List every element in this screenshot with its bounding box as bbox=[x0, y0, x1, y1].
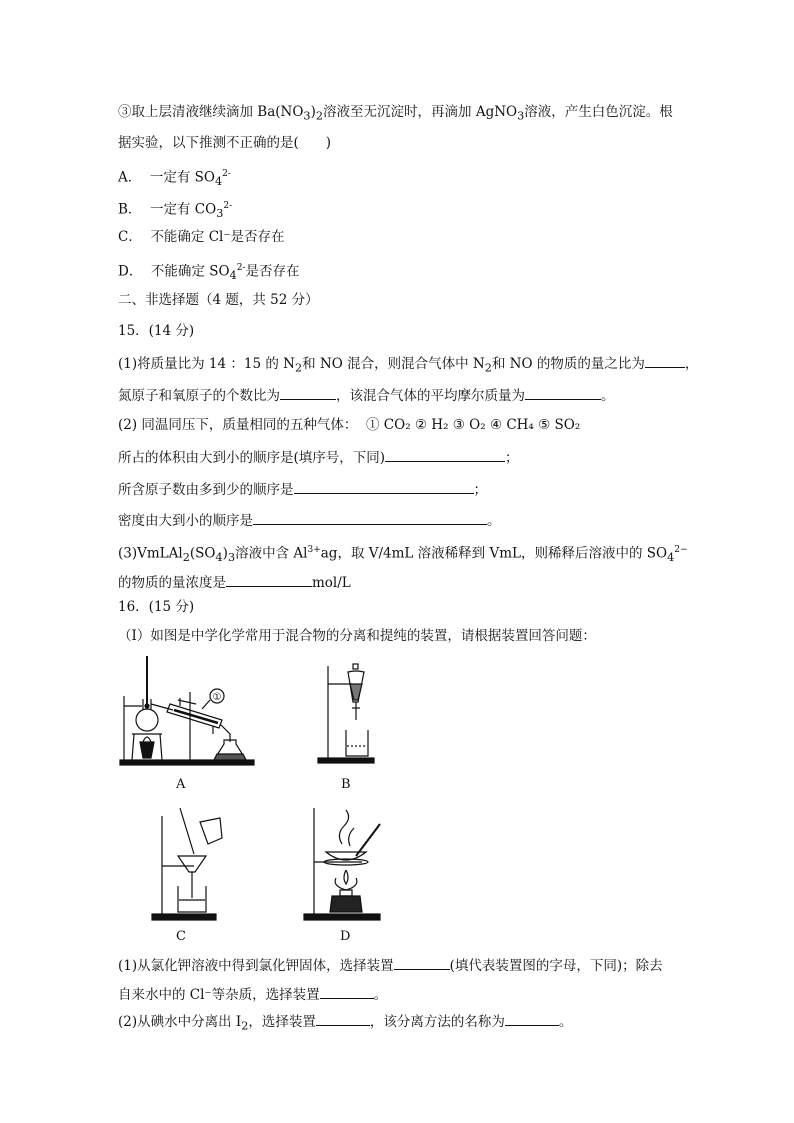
q15-part2-volume bbox=[118, 447, 519, 467]
option-label: B． bbox=[118, 201, 142, 218]
option-label: D． bbox=[118, 263, 143, 280]
answer-blank[interactable] bbox=[505, 1011, 559, 1026]
figure-label-c: C bbox=[176, 929, 186, 944]
q15-header: 15．(14 分) bbox=[118, 323, 195, 339]
circle-label: ① bbox=[212, 692, 222, 703]
text: ，该分离方法的名称为 bbox=[369, 1014, 505, 1030]
answer-blank[interactable] bbox=[394, 955, 450, 970]
q15-part2-density bbox=[118, 510, 501, 530]
text: 密度由大到小的顺序是 bbox=[118, 513, 253, 529]
q16-intro: （Ⅰ）如图是中学化学常用于混合物的分离和提纯的装置，请根据装置回答问题： bbox=[118, 628, 596, 644]
option-text: 不能确定 Cl⁻是否存在 bbox=[150, 229, 285, 245]
text: 和 NO 的物质的量之比为 bbox=[491, 356, 645, 372]
figure-label-b: B bbox=[341, 777, 351, 792]
text: 。 bbox=[373, 987, 388, 1003]
option-text: 一定有 CO bbox=[150, 201, 217, 218]
apparatus-a-distillation bbox=[118, 654, 256, 768]
text: 所含原子数由多到少的顺序是 bbox=[118, 482, 294, 498]
text: ，该混合气体的平均摩尔质量为 bbox=[336, 388, 525, 404]
subscript: 2 bbox=[294, 361, 303, 375]
superscript: 2- bbox=[222, 169, 231, 179]
text: (填代表装置图的字母，下同)；除去 bbox=[449, 958, 663, 974]
subscript: 4 bbox=[214, 175, 223, 189]
subscript: 3 bbox=[216, 207, 224, 221]
text: ③取上层清液继续滴加 Ba(NO bbox=[118, 104, 304, 120]
superscript: 2- bbox=[223, 201, 233, 211]
option-b[interactable] bbox=[118, 197, 232, 223]
apparatus-c-filtration bbox=[150, 806, 226, 924]
q14-stem: 据实验，以下推测不正确的是( ) bbox=[118, 135, 332, 151]
q15-part1-line2 bbox=[118, 385, 615, 405]
answer-blank[interactable] bbox=[525, 385, 601, 400]
q16-part1 bbox=[118, 955, 663, 975]
q15-part3-line2 bbox=[118, 572, 351, 592]
subscript: 2 bbox=[182, 551, 190, 565]
subscript: 4 bbox=[215, 551, 223, 565]
unit: mol/L bbox=[312, 575, 351, 591]
subscript: 2 bbox=[241, 1019, 249, 1033]
text: (1)从氯化钾溶液中得到氯化钾固体，选择装置 bbox=[118, 958, 394, 974]
section-heading: 二、非选择题（4 题，共 52 分） bbox=[118, 292, 319, 308]
figure-label-d: D bbox=[340, 929, 351, 944]
text: 自来水中的 Cl⁻等杂质，选择装置 bbox=[118, 987, 320, 1003]
superscript: 2- bbox=[236, 263, 246, 273]
subscript: 3 bbox=[517, 109, 525, 123]
text: (2)从碘水中分离出 I bbox=[118, 1014, 242, 1030]
answer-blank[interactable] bbox=[320, 984, 374, 999]
text: 氮原子和氧原子的个数比为 bbox=[118, 388, 280, 404]
answer-blank[interactable] bbox=[253, 510, 487, 525]
option-c[interactable] bbox=[118, 228, 285, 246]
q16-part2 bbox=[118, 1011, 572, 1036]
q16-header: 16．(15 分) bbox=[118, 599, 195, 615]
answer-blank[interactable] bbox=[645, 353, 685, 368]
option-text: 一定有 SO bbox=[149, 169, 215, 186]
text: 溶液，产生白色沉淀。根 bbox=[524, 104, 673, 120]
answer-blank[interactable] bbox=[294, 479, 474, 494]
apparatus-b-separatory-funnel bbox=[316, 662, 380, 766]
figure-label-a: A bbox=[176, 777, 186, 792]
answer-blank[interactable] bbox=[385, 447, 505, 462]
option-text: 是否存在 bbox=[245, 263, 300, 280]
q15-part2 bbox=[118, 416, 580, 434]
subscript: 2 bbox=[315, 109, 324, 123]
q15-part1 bbox=[118, 353, 698, 378]
text: ) bbox=[310, 104, 316, 120]
subscript: 2 bbox=[484, 361, 492, 375]
answer-blank[interactable] bbox=[226, 572, 312, 587]
answer-blank[interactable] bbox=[280, 385, 336, 400]
text: 。 bbox=[601, 388, 615, 404]
text: 溶液中含 Al bbox=[235, 545, 308, 562]
text: (3)VmLAl bbox=[118, 545, 183, 562]
option-label: A． bbox=[118, 169, 142, 186]
text: 所占的体积由大到小的顺序是(填序号，下同) bbox=[118, 450, 386, 466]
subscript: 3 bbox=[227, 551, 236, 565]
gas-list: ① CO₂ ② H₂ ③ O₂ ④ CH₄ ⑤ SO₂ bbox=[366, 417, 581, 433]
option-label: C． bbox=[118, 229, 142, 245]
q15-part3 bbox=[118, 541, 688, 567]
option-a[interactable] bbox=[118, 165, 231, 191]
text: (2) 同温同压下，质量相同的五种气体： bbox=[118, 417, 358, 433]
text: 溶液至无沉淀时，再滴加 AgNO bbox=[323, 104, 518, 120]
option-text: 不能确定 SO bbox=[150, 263, 230, 280]
subscript: 4 bbox=[229, 269, 237, 283]
text: 和 NO 混合，则混合气体中 N bbox=[302, 356, 485, 372]
q16-part1-line2 bbox=[118, 984, 387, 1004]
q14-continuation bbox=[118, 103, 673, 126]
text: 。 bbox=[487, 513, 501, 529]
apparatus-d-evaporation bbox=[302, 804, 388, 924]
text: ； bbox=[505, 450, 519, 466]
answer-blank[interactable] bbox=[316, 1011, 370, 1026]
superscript: 2− bbox=[674, 545, 688, 555]
text: ag，取 V/4mL 溶液稀释到 VmL，则稀释后溶液中的 SO bbox=[320, 545, 668, 562]
text: ，选择装置 bbox=[248, 1014, 316, 1030]
text: 的物质的量浓度是 bbox=[118, 575, 226, 591]
q15-part2-atoms bbox=[118, 479, 487, 499]
text: ) bbox=[222, 545, 228, 562]
option-d[interactable] bbox=[118, 259, 299, 285]
text: ， bbox=[684, 356, 699, 372]
text: ； bbox=[473, 482, 487, 498]
text: (1)将质量比为 14 ：15 的 N bbox=[118, 356, 295, 372]
subscript: 4 bbox=[667, 551, 675, 565]
text: (SO bbox=[189, 545, 216, 562]
superscript: 3+ bbox=[307, 545, 321, 555]
text: 。 bbox=[558, 1014, 573, 1030]
subscript: 3 bbox=[303, 109, 311, 123]
